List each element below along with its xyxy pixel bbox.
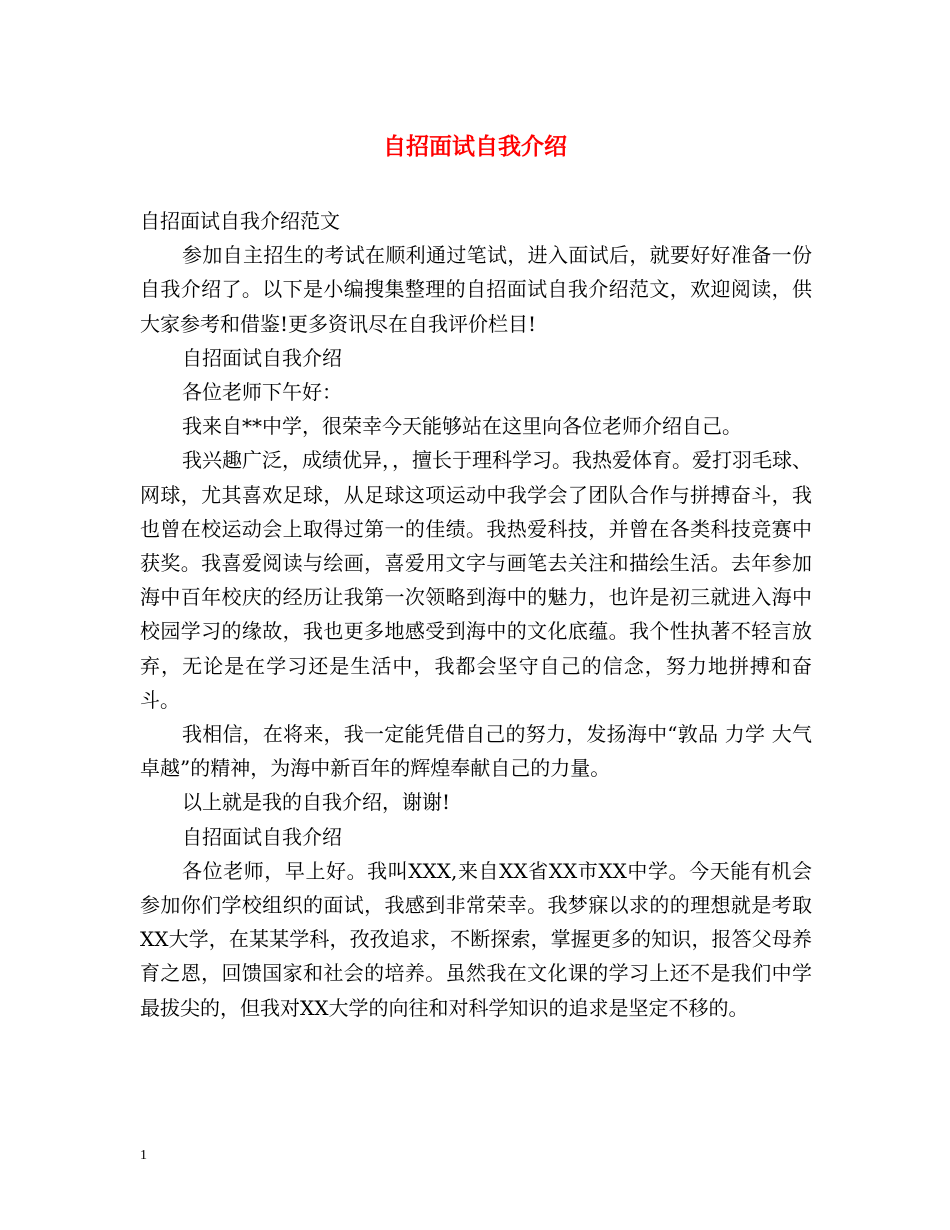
document-body <box>140 204 812 1025</box>
section-heading-1: 自招面试自我介绍 <box>182 345 342 370</box>
paragraph-greeting-1: 各位老师下午好： <box>182 380 342 405</box>
paragraph-subtitle: 自招面试自我介绍范文 <box>140 209 340 233</box>
paragraph-body: 我相信，在将来，我一定能凭借自己的努力，发扬海中“敦品 力学 大气 卓越”的精神，为海中新百年的辉煌奉献自己的力量。 <box>140 722 812 781</box>
paragraph-body: 我兴趣广泛，成绩优异，，擅长于理科学习。我热爱体育。爱打羽毛球、网球，尤其喜欢足球，从足球这项运动中我学会了团队合作与拼搏奋斗，我也曾在校运动会上取得过第一的佳绩。我热爱科技，并曾在各类科技竞赛中获奖。我喜爱阅读与绘画，喜爱用文字与画笔去关注和描绘生活。去年参加海中百年校庆的经历让我第一次领略到海中的魅力，也许是初三就进入海中校园学习的缘故，我也更多地感受到海中的文化底蕴。我个性执著不轻言放弃，无论是在学习还是生活中，我都会坚守自己的信念，努力地拼搏和奋斗。 <box>140 448 812 712</box>
document-title: 自招面试自我介绍 <box>383 133 567 160</box>
paragraph-body: 我来自**中学，很荣幸今天能够站在这里向各位老师介绍自己。 <box>182 414 742 439</box>
page-number: 1 <box>140 1148 147 1163</box>
paragraph-intro: 参加自主招生的考试在顺利通过笔试，进入面试后，就要好好准备一份自我介绍了。以下是小编搜集整理的自招面试自我介绍范文，欢迎阅读，供大家参考和借鉴!更多资讯尽在自我评价栏目! <box>140 243 812 336</box>
section-heading-2: 自招面试自我介绍 <box>182 824 342 849</box>
paragraph-body: 各位老师，早上好。我叫XXX,来自XX省XX市XX中学。今天能有机会参加你们学校组织的面试，我感到非常荣幸。我梦寐以求的的理想就是考取XX大学，在某某学科，孜孜追求，不断探索，掌握更多的知识，报答父母养育之恩，回馈国家和社会的培养。虽然我在文化课的学习上还不是我们中学最拔尖的，但我对XX大学的向往和对科学知识的追求是坚定不移的。 <box>140 858 812 1020</box>
paragraph-closing-1: 以上就是我的自我介绍，谢谢! <box>182 790 451 815</box>
